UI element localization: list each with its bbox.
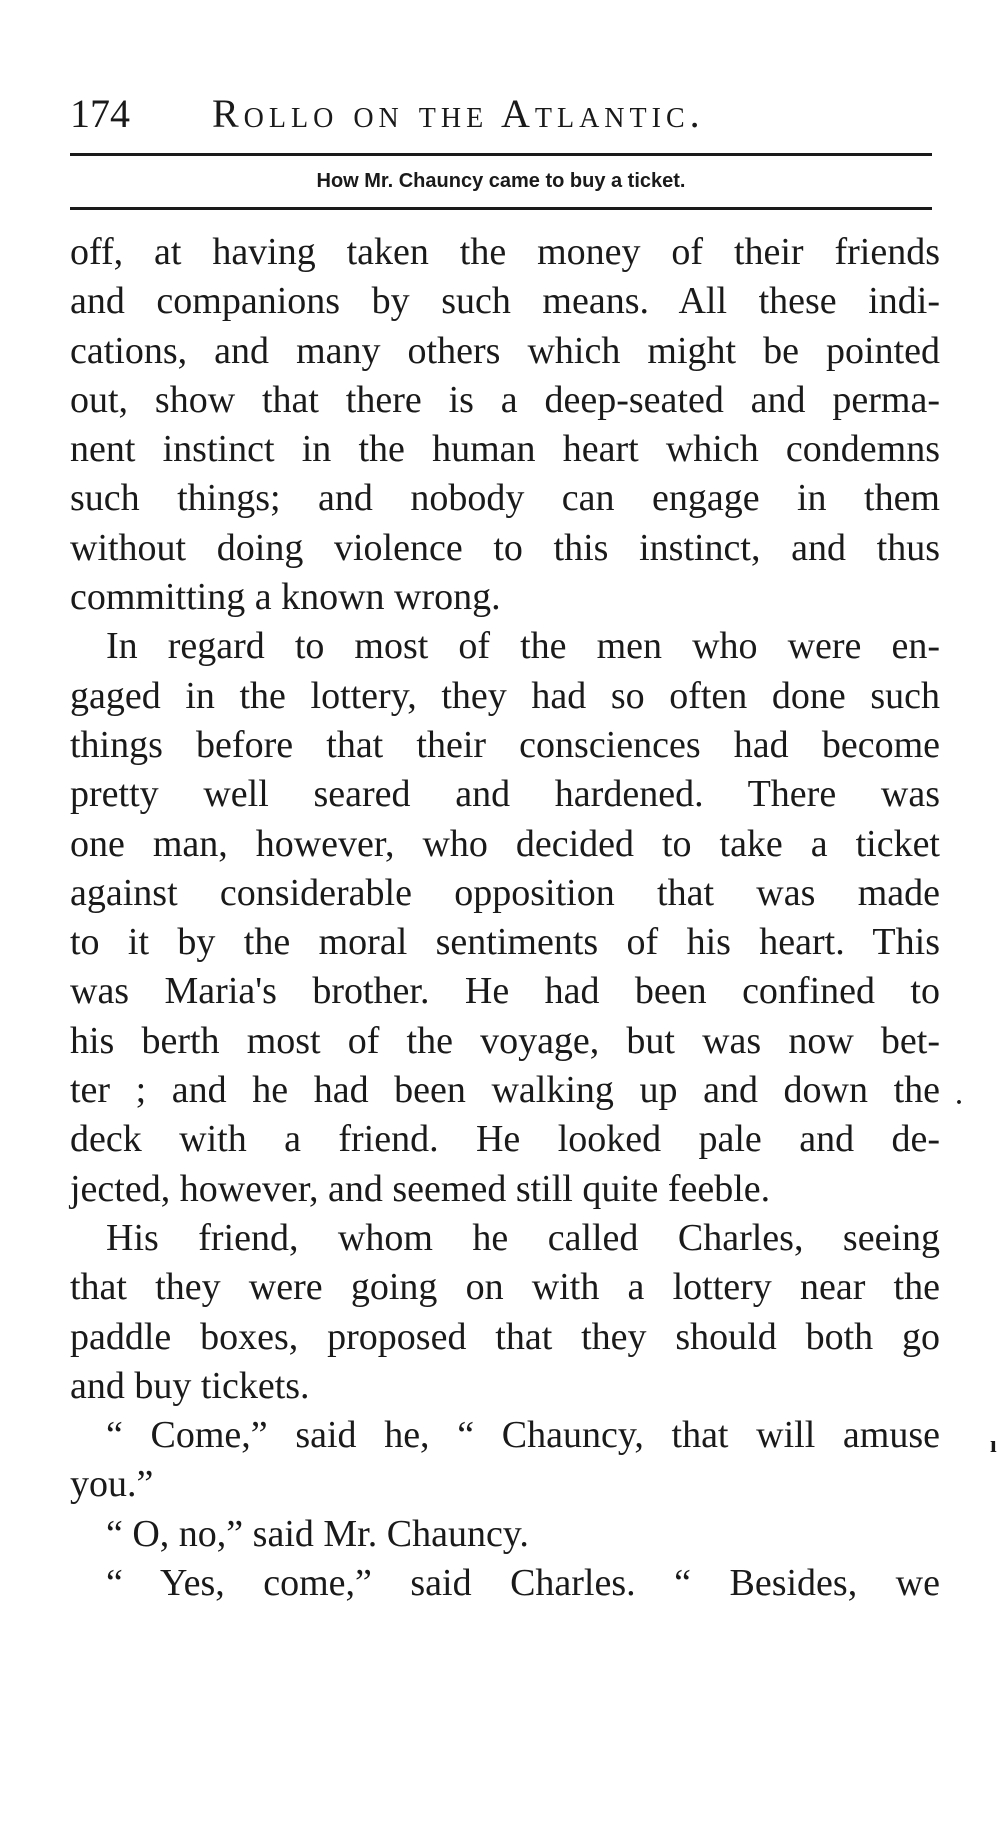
text-line: nent instinct in the human heart which condemns xyxy=(70,428,940,471)
text-line: such things; and nobody can engage in them xyxy=(70,477,940,520)
text-line: pretty well seared and hardened. There was xyxy=(70,773,940,816)
text-line: paddle boxes, proposed that they should both go xyxy=(70,1315,940,1358)
text-line: cations, and many others which might be pointed xyxy=(70,329,940,372)
text-line: deck with a friend. He looked pale and de- xyxy=(70,1118,940,1161)
text-line: ter ; and he had been walking up and down the xyxy=(70,1069,940,1112)
text-line: “ Yes, come,” said Charles. “ Besides, we xyxy=(106,1562,940,1605)
margin-mark: . xyxy=(956,1084,962,1110)
text-line: jected, however, and seemed still quite feeble. xyxy=(70,1167,771,1210)
body-text xyxy=(70,228,940,1608)
text-line: His friend, whom he called Charles, seeing xyxy=(106,1216,940,1259)
text-line: and companions by such means. All these indi- xyxy=(70,280,940,323)
text-line: one man, however, who decided to take a ticket xyxy=(70,822,940,865)
text-line: was Maria's brother. He had been confined to xyxy=(70,970,940,1013)
text-line: you.” xyxy=(70,1463,154,1506)
running-head xyxy=(70,84,940,144)
book-title: Rollo on the Atlantic. xyxy=(212,91,705,136)
text-line: In regard to most of the men who were en- xyxy=(106,625,940,668)
text-line: committing a known wrong. xyxy=(70,576,501,619)
text-line: “ O, no,” said Mr. Chauncy. xyxy=(106,1512,529,1555)
text-line: out, show that there is a deep-seated and perma- xyxy=(70,378,940,421)
margin-mark: ı xyxy=(990,1432,997,1458)
text-line: to it by the moral sentiments of his heart. This xyxy=(70,921,940,964)
text-line: against considerable opposition that was made xyxy=(70,871,940,914)
text-line: his berth most of the voyage, but was now bet- xyxy=(70,1019,940,1062)
text-line: without doing violence to this instinct, and thus xyxy=(70,526,940,569)
text-line: that they were going on with a lottery near the xyxy=(70,1266,940,1309)
text-line: things before that their consciences had become xyxy=(70,723,940,766)
text-line: gaged in the lottery, they had so often done such xyxy=(70,674,940,717)
header-rule-bottom xyxy=(70,207,932,210)
header-rule-top xyxy=(70,153,932,156)
text-line: off, at having taken the money of their friends xyxy=(70,231,940,273)
text-line: and buy tickets. xyxy=(70,1364,310,1407)
page-number: 174 xyxy=(70,91,130,136)
text-line: “ Come,” said he, “ Chauncy, that will amuse xyxy=(106,1414,940,1457)
section-heading: How Mr. Chauncy came to buy a ticket. xyxy=(316,170,686,192)
